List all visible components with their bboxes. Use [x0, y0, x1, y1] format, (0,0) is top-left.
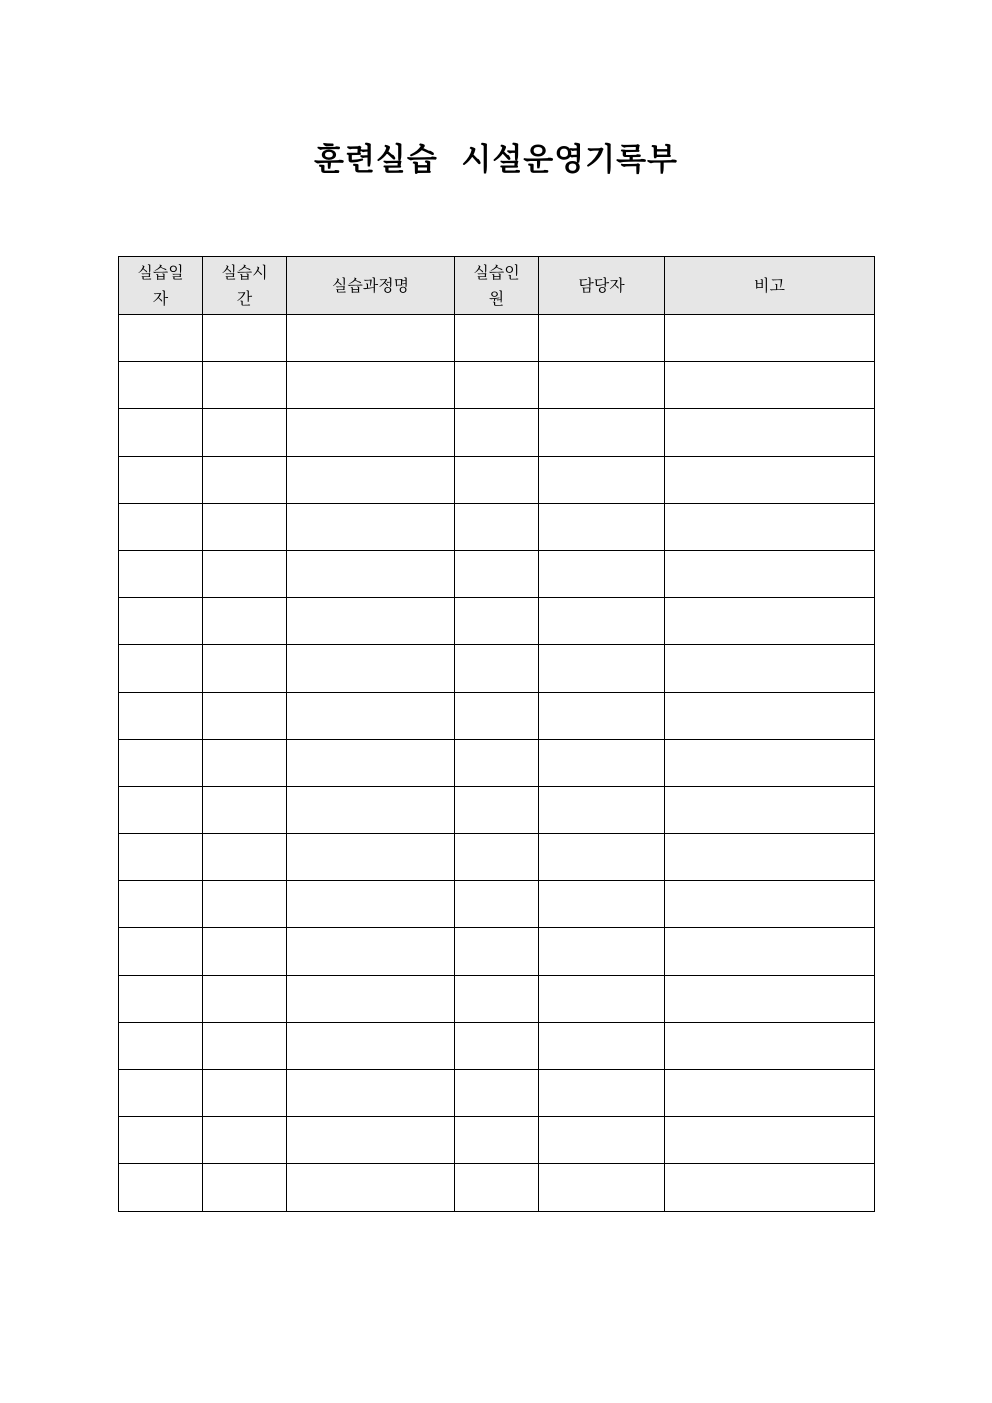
cell-time[interactable]	[203, 1117, 287, 1164]
cell-date[interactable]	[119, 503, 203, 550]
cell-manager[interactable]	[539, 1070, 665, 1117]
page-title: 훈련실습 시설운영기록부	[314, 142, 678, 178]
cell-time[interactable]	[203, 786, 287, 833]
cell-headcount[interactable]	[455, 1164, 539, 1211]
header-label: 담당자	[578, 275, 625, 295]
cell-course-name[interactable]	[287, 881, 455, 928]
cell-course-name[interactable]	[287, 315, 455, 362]
header-remarks	[665, 257, 875, 315]
table-row	[119, 645, 875, 692]
header-label: 실습시간	[221, 262, 268, 308]
cell-time[interactable]	[203, 598, 287, 645]
cell-date[interactable]	[119, 692, 203, 739]
table-row	[119, 503, 875, 550]
cell-manager[interactable]	[539, 928, 665, 975]
table-row	[119, 550, 875, 597]
cell-time[interactable]	[203, 362, 287, 409]
header-label: 비고	[754, 275, 785, 295]
cell-headcount[interactable]	[455, 503, 539, 550]
cell-time[interactable]	[203, 1022, 287, 1069]
cell-date[interactable]	[119, 645, 203, 692]
cell-remarks[interactable]	[665, 409, 875, 456]
cell-headcount[interactable]	[455, 645, 539, 692]
cell-date[interactable]	[119, 456, 203, 503]
header-headcount	[455, 257, 539, 315]
cell-manager[interactable]	[539, 1117, 665, 1164]
cell-date[interactable]	[119, 1022, 203, 1069]
cell-manager[interactable]	[539, 645, 665, 692]
cell-manager[interactable]	[539, 550, 665, 597]
cell-manager[interactable]	[539, 786, 665, 833]
cell-remarks[interactable]	[665, 362, 875, 409]
cell-course-name[interactable]	[287, 456, 455, 503]
header-practice-date	[119, 257, 203, 315]
cell-remarks[interactable]	[665, 692, 875, 739]
cell-date[interactable]	[119, 739, 203, 786]
cell-course-name[interactable]	[287, 550, 455, 597]
cell-course-name[interactable]	[287, 1022, 455, 1069]
cell-time[interactable]	[203, 881, 287, 928]
table-row	[119, 1117, 875, 1164]
cell-date[interactable]	[119, 550, 203, 597]
cell-remarks[interactable]	[665, 739, 875, 786]
cell-time[interactable]	[203, 975, 287, 1022]
cell-headcount[interactable]	[455, 315, 539, 362]
cell-remarks[interactable]	[665, 315, 875, 362]
cell-date[interactable]	[119, 1070, 203, 1117]
cell-time[interactable]	[203, 739, 287, 786]
cell-headcount[interactable]	[455, 881, 539, 928]
table-row	[119, 975, 875, 1022]
cell-date[interactable]	[119, 1117, 203, 1164]
table-row	[119, 315, 875, 362]
cell-remarks[interactable]	[665, 1164, 875, 1211]
cell-course-name[interactable]	[287, 1164, 455, 1211]
cell-headcount[interactable]	[455, 1070, 539, 1117]
cell-course-name[interactable]	[287, 834, 455, 881]
cell-remarks[interactable]	[665, 1117, 875, 1164]
table-row	[119, 739, 875, 786]
cell-remarks[interactable]	[665, 1070, 875, 1117]
table-row	[119, 1164, 875, 1211]
facility-log-table	[118, 256, 875, 1212]
cell-time[interactable]	[203, 409, 287, 456]
cell-headcount[interactable]	[455, 598, 539, 645]
table-row	[119, 598, 875, 645]
cell-time[interactable]	[203, 645, 287, 692]
cell-remarks[interactable]	[665, 550, 875, 597]
cell-manager[interactable]	[539, 881, 665, 928]
cell-headcount[interactable]	[455, 456, 539, 503]
cell-manager[interactable]	[539, 409, 665, 456]
cell-headcount[interactable]	[455, 975, 539, 1022]
header-manager	[539, 257, 665, 315]
cell-remarks[interactable]	[665, 456, 875, 503]
cell-course-name[interactable]	[287, 1070, 455, 1117]
table-row	[119, 786, 875, 833]
cell-course-name[interactable]	[287, 503, 455, 550]
table-row	[119, 1070, 875, 1117]
cell-headcount[interactable]	[455, 362, 539, 409]
cell-headcount[interactable]	[455, 928, 539, 975]
cell-date[interactable]	[119, 598, 203, 645]
cell-date[interactable]	[119, 928, 203, 975]
cell-time[interactable]	[203, 1070, 287, 1117]
cell-course-name[interactable]	[287, 362, 455, 409]
cell-course-name[interactable]	[287, 645, 455, 692]
cell-manager[interactable]	[539, 362, 665, 409]
cell-remarks[interactable]	[665, 928, 875, 975]
cell-manager[interactable]	[539, 975, 665, 1022]
cell-course-name[interactable]	[287, 409, 455, 456]
header-label: 실습과정명	[331, 275, 410, 295]
cell-time[interactable]	[203, 315, 287, 362]
cell-remarks[interactable]	[665, 1022, 875, 1069]
cell-time[interactable]	[203, 834, 287, 881]
cell-course-name[interactable]	[287, 692, 455, 739]
cell-date[interactable]	[119, 881, 203, 928]
cell-course-name[interactable]	[287, 786, 455, 833]
header-practice-time	[203, 257, 287, 315]
cell-course-name[interactable]	[287, 928, 455, 975]
cell-course-name[interactable]	[287, 1117, 455, 1164]
table-row	[119, 928, 875, 975]
cell-headcount[interactable]	[455, 786, 539, 833]
cell-manager[interactable]	[539, 315, 665, 362]
cell-headcount[interactable]	[455, 1022, 539, 1069]
cell-time[interactable]	[203, 550, 287, 597]
cell-remarks[interactable]	[665, 645, 875, 692]
cell-time[interactable]	[203, 692, 287, 739]
cell-manager[interactable]	[539, 739, 665, 786]
table-row	[119, 834, 875, 881]
cell-headcount[interactable]	[455, 834, 539, 881]
cell-date[interactable]	[119, 975, 203, 1022]
cell-course-name[interactable]	[287, 598, 455, 645]
cell-manager[interactable]	[539, 598, 665, 645]
cell-date[interactable]	[119, 409, 203, 456]
table-row	[119, 456, 875, 503]
table-row	[119, 881, 875, 928]
cell-time[interactable]	[203, 1164, 287, 1211]
cell-remarks[interactable]	[665, 786, 875, 833]
cell-manager[interactable]	[539, 692, 665, 739]
cell-date[interactable]	[119, 362, 203, 409]
table-row	[119, 692, 875, 739]
cell-course-name[interactable]	[287, 975, 455, 1022]
cell-headcount[interactable]	[455, 1117, 539, 1164]
cell-date[interactable]	[119, 834, 203, 881]
cell-headcount[interactable]	[455, 409, 539, 456]
cell-date[interactable]	[119, 315, 203, 362]
cell-manager[interactable]	[539, 456, 665, 503]
cell-remarks[interactable]	[665, 975, 875, 1022]
header-label: 실습일자	[137, 262, 184, 308]
cell-manager[interactable]	[539, 1164, 665, 1211]
cell-course-name[interactable]	[287, 739, 455, 786]
table-row	[119, 362, 875, 409]
cell-headcount[interactable]	[455, 692, 539, 739]
cell-headcount[interactable]	[455, 550, 539, 597]
cell-remarks[interactable]	[665, 503, 875, 550]
table-row	[119, 1022, 875, 1069]
cell-date[interactable]	[119, 786, 203, 833]
table-header-row	[119, 257, 875, 315]
cell-headcount[interactable]	[455, 739, 539, 786]
header-course-name	[287, 257, 455, 315]
table-row	[119, 409, 875, 456]
cell-manager[interactable]	[539, 503, 665, 550]
cell-remarks[interactable]	[665, 834, 875, 881]
cell-date[interactable]	[119, 1164, 203, 1211]
cell-time[interactable]	[203, 928, 287, 975]
header-label: 실습인원	[473, 262, 520, 308]
cell-time[interactable]	[203, 456, 287, 503]
cell-manager[interactable]	[539, 1022, 665, 1069]
cell-manager[interactable]	[539, 834, 665, 881]
cell-time[interactable]	[203, 503, 287, 550]
cell-remarks[interactable]	[665, 881, 875, 928]
cell-remarks[interactable]	[665, 598, 875, 645]
